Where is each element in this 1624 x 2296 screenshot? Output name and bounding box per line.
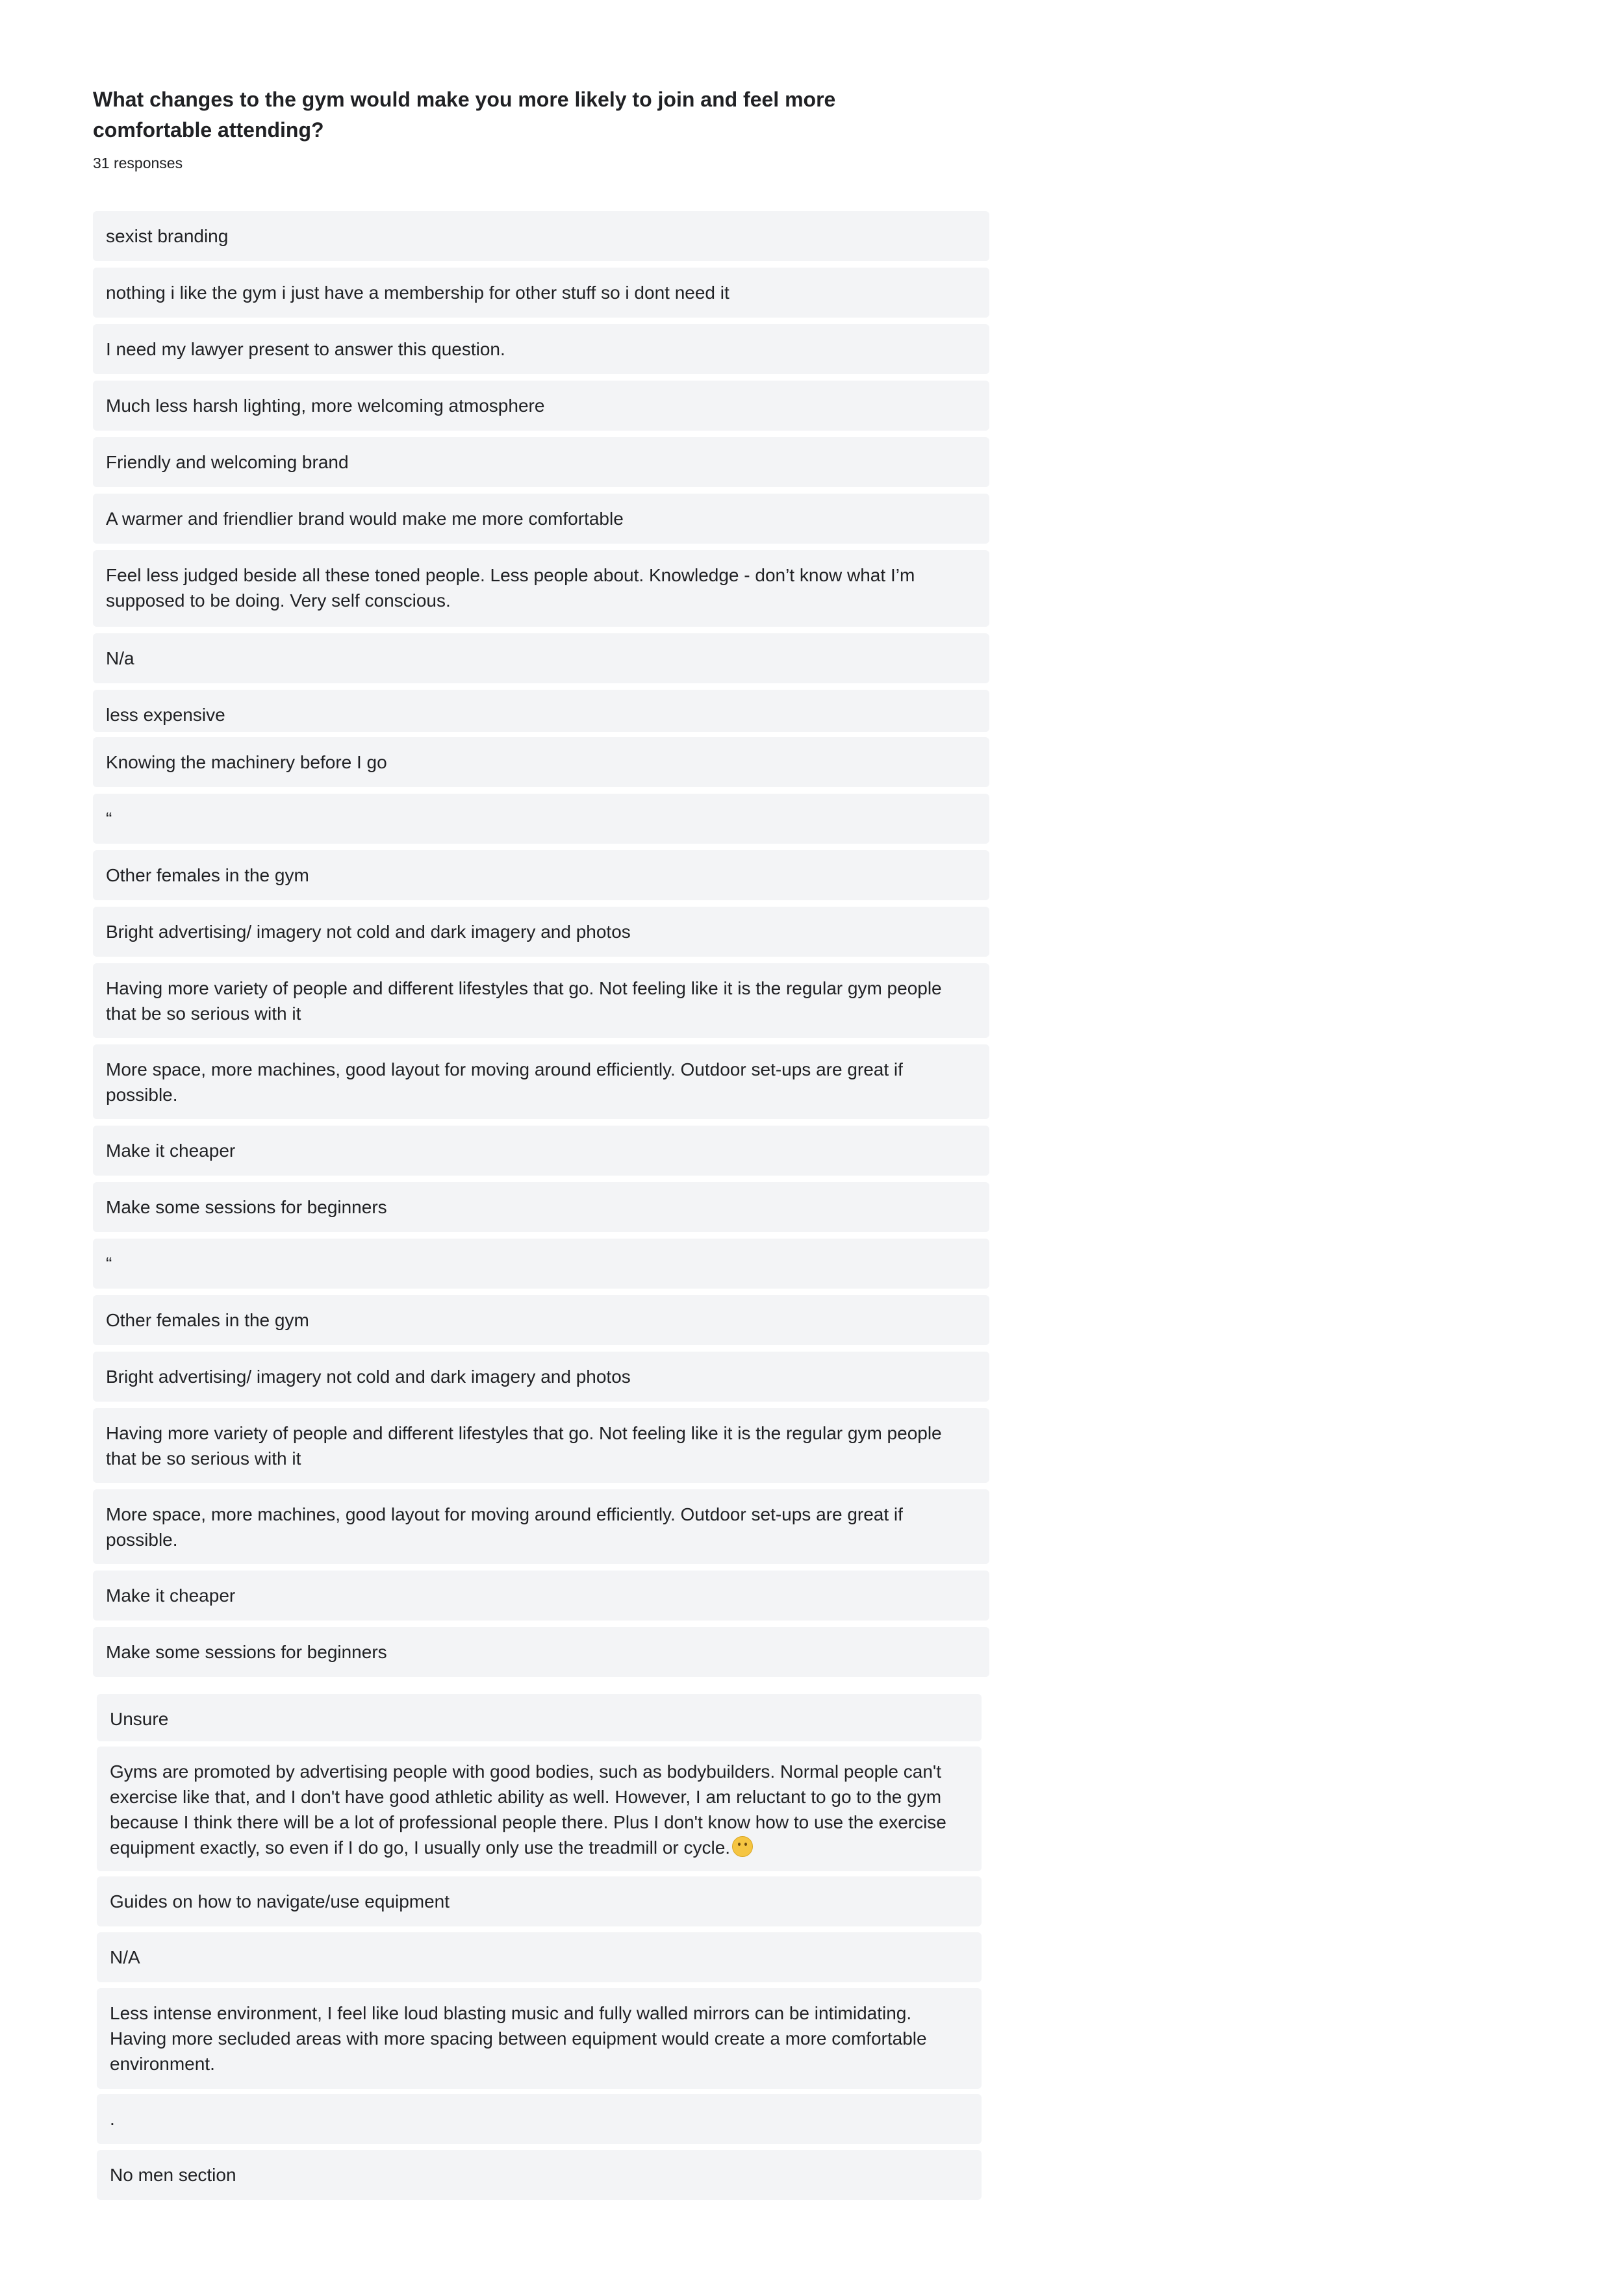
response-text: More space, more machines, good layout for moving around efficiently. Outdoor set-ups are great if possible. bbox=[106, 1504, 903, 1550]
response-count: 31 responses bbox=[93, 155, 183, 171]
question-title: What changes to the gym would make you more likely to join and feel more comfortable attending? bbox=[93, 88, 836, 142]
response-text: “ bbox=[106, 809, 112, 829]
response-text: Make some sessions for beginners bbox=[106, 1197, 387, 1217]
response-text: Feel less judged beside all these toned people. Less people about. Knowledge - don’t know what I’m supposed to be doing. Very self conscious. bbox=[106, 565, 915, 611]
response-item bbox=[93, 794, 989, 844]
response-item bbox=[93, 1295, 989, 1345]
response-text: . bbox=[110, 2109, 115, 2129]
response-item bbox=[97, 2094, 982, 2144]
response-text: N/a bbox=[106, 648, 134, 668]
response-text: Guides on how to navigate/use equipment bbox=[110, 1891, 450, 1911]
response-item bbox=[93, 1352, 989, 1402]
response-text: less expensive bbox=[106, 705, 225, 725]
response-text: nothing i like the gym i just have a membership for other stuff so i dont need it bbox=[106, 283, 730, 303]
response-item bbox=[97, 2150, 982, 2200]
response-text: “ bbox=[106, 1254, 112, 1274]
response-item bbox=[93, 437, 989, 487]
response-text: Make it cheaper bbox=[106, 1585, 236, 1606]
response-item bbox=[93, 324, 989, 374]
response-item bbox=[93, 907, 989, 957]
response-text: Other females in the gym bbox=[106, 1310, 309, 1330]
response-item bbox=[93, 1239, 989, 1289]
response-text: Other females in the gym bbox=[106, 865, 309, 885]
response-text: Unsure bbox=[110, 1709, 169, 1729]
response-text: N/A bbox=[110, 1947, 140, 1967]
response-text: sexist branding bbox=[106, 226, 229, 246]
response-item bbox=[97, 1876, 982, 1926]
response-item bbox=[93, 1627, 989, 1677]
response-item bbox=[93, 1408, 989, 1483]
response-text: Gyms are promoted by advertising people with good bodies, such as bodybuilders. Normal people can't exercise like that, and I don't have good athletic ability as well. However, I am reluctant to go to the gym because I think there will be a lot of professional people there. Plus I don't know how to use the exercise equipment exactly, so even if I do go, I usually only use the treadmill or cycle. bbox=[110, 1761, 946, 1858]
response-item bbox=[93, 963, 989, 1038]
response-item bbox=[97, 1988, 982, 2089]
response-item bbox=[93, 633, 989, 683]
response-text: A warmer and friendlier brand would make me more comfortable bbox=[106, 509, 624, 529]
response-text: Less intense environment, I feel like loud blasting music and fully walled mirrors can be intimidating. Having more secluded areas with more spacing between equipment would create a more comfortable environment. bbox=[110, 2003, 927, 2074]
response-text: Having more variety of people and different lifestyles that go. Not feeling like it is the regular gym people that be so serious with it bbox=[106, 1423, 942, 1469]
response-text: Friendly and welcoming brand bbox=[106, 452, 349, 472]
response-text: Make it cheaper bbox=[106, 1141, 236, 1161]
response-text: Bright advertising/ imagery not cold and dark imagery and photos bbox=[106, 1367, 631, 1387]
response-item bbox=[97, 1694, 982, 1741]
response-item bbox=[93, 268, 989, 318]
response-text: Having more variety of people and different lifestyles that go. Not feeling like it is the regular gym people that be so serious with it bbox=[106, 978, 942, 1024]
question-card bbox=[93, 84, 989, 2185]
response-item bbox=[93, 1044, 989, 1119]
response-text: Knowing the machinery before I go bbox=[106, 752, 387, 772]
response-text: Make some sessions for beginners bbox=[106, 1642, 387, 1662]
response-item bbox=[93, 690, 989, 732]
response-item bbox=[93, 737, 989, 787]
response-item bbox=[93, 1182, 989, 1232]
response-item bbox=[97, 1932, 982, 1982]
response-item bbox=[93, 850, 989, 900]
response-text: No men section bbox=[110, 2165, 236, 2185]
response-text: Bright advertising/ imagery not cold and dark imagery and photos bbox=[106, 922, 631, 942]
response-text: Much less harsh lighting, more welcoming atmosphere bbox=[106, 396, 545, 416]
response-item bbox=[93, 1126, 989, 1176]
response-item bbox=[93, 1489, 989, 1564]
response-item bbox=[93, 1571, 989, 1621]
response-item bbox=[93, 211, 989, 261]
response-text: More space, more machines, good layout for moving around efficiently. Outdoor set-ups are great if possible. bbox=[106, 1059, 903, 1105]
slightly-frowning-face-emoji-icon bbox=[732, 1836, 753, 1857]
response-text: I need my lawyer present to answer this question. bbox=[106, 339, 505, 359]
response-item bbox=[93, 550, 989, 627]
response-item bbox=[93, 494, 989, 544]
response-item bbox=[93, 381, 989, 431]
response-item bbox=[97, 1747, 982, 1871]
